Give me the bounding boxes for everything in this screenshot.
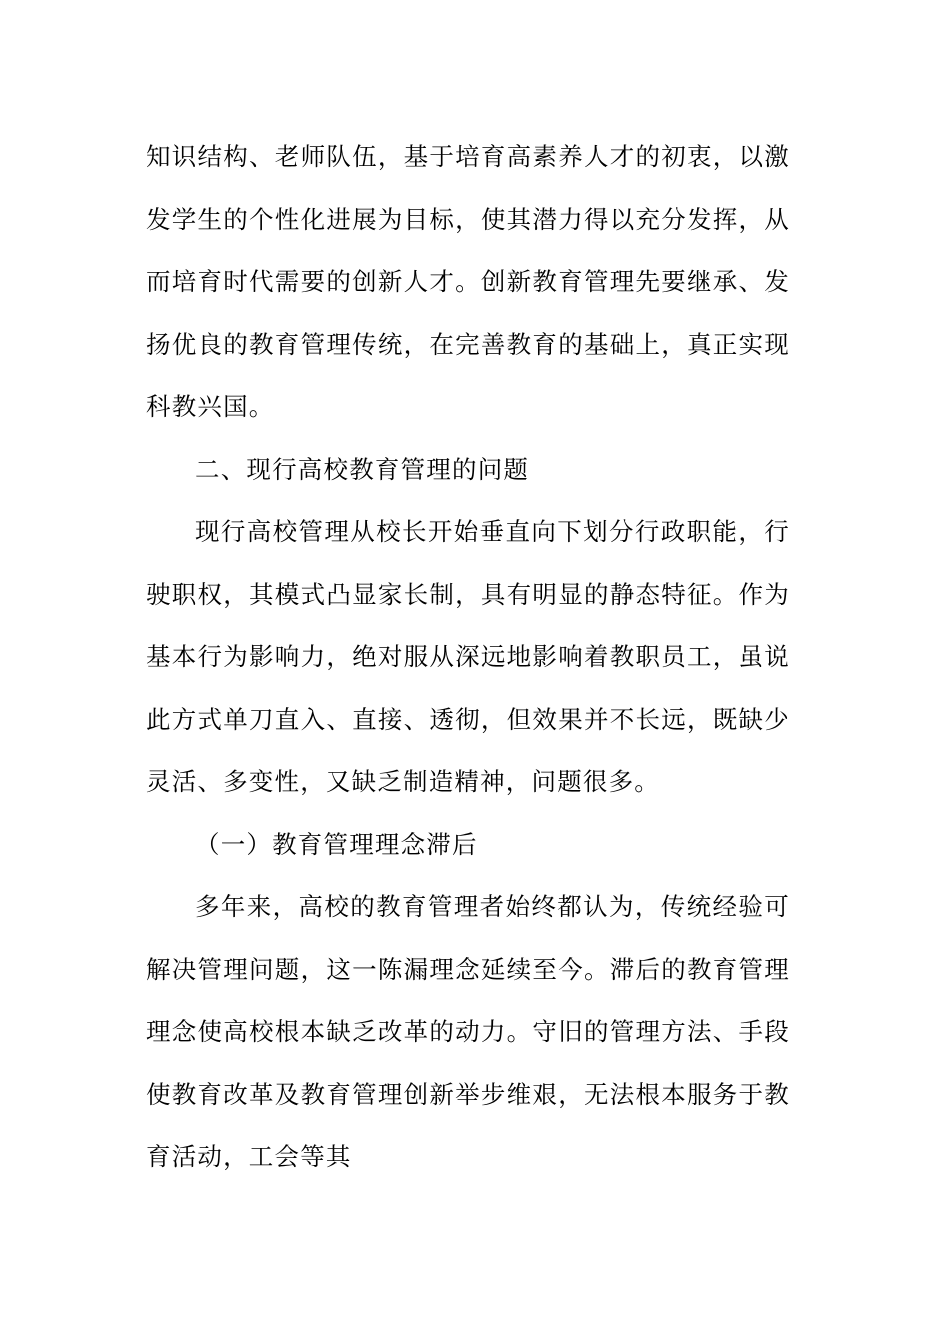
- body-paragraph-2: 现行高校管理从校长开始垂直向下划分行政职能，行驶职权，其模式凸显家长制，具有明显的静态特征。作为基本行为影响力，绝对服从深远地影响着教职员工，虽说此方式单刀直入、直接、透彻，但效果并不长远，既缺少灵活、多变性，又缺乏制造精神，问题很多。: [146, 517, 790, 796]
- section-heading-2: 二、现行高校教育管理的问题: [195, 454, 530, 484]
- body-paragraph-1: 知识结构、老师队伍，基于培育高素养人才的初衷，以激发学生的个性化进展为目标，使其潜力得以充分发挥，从而培育时代需要的创新人才。创新教育管理先要继承、发扬优良的教育管理传统，在完善教育的基础上，真正实现科教兴国。: [146, 142, 790, 421]
- document-page: [146, 126, 790, 1189]
- subsection-heading-2-1: （一）教育管理理念滞后: [195, 829, 478, 859]
- body-paragraph-3: 多年来，高校的教育管理者始终都认为，传统经验可解决管理问题，这一陈漏理念延续至今。滞后的教育管理理念使高校根本缺乏改革的动力。守旧的管理方法、手段使教育改革及教育管理创新举步维艰，无法根本服务于教育活动，工会等其: [146, 892, 790, 1171]
